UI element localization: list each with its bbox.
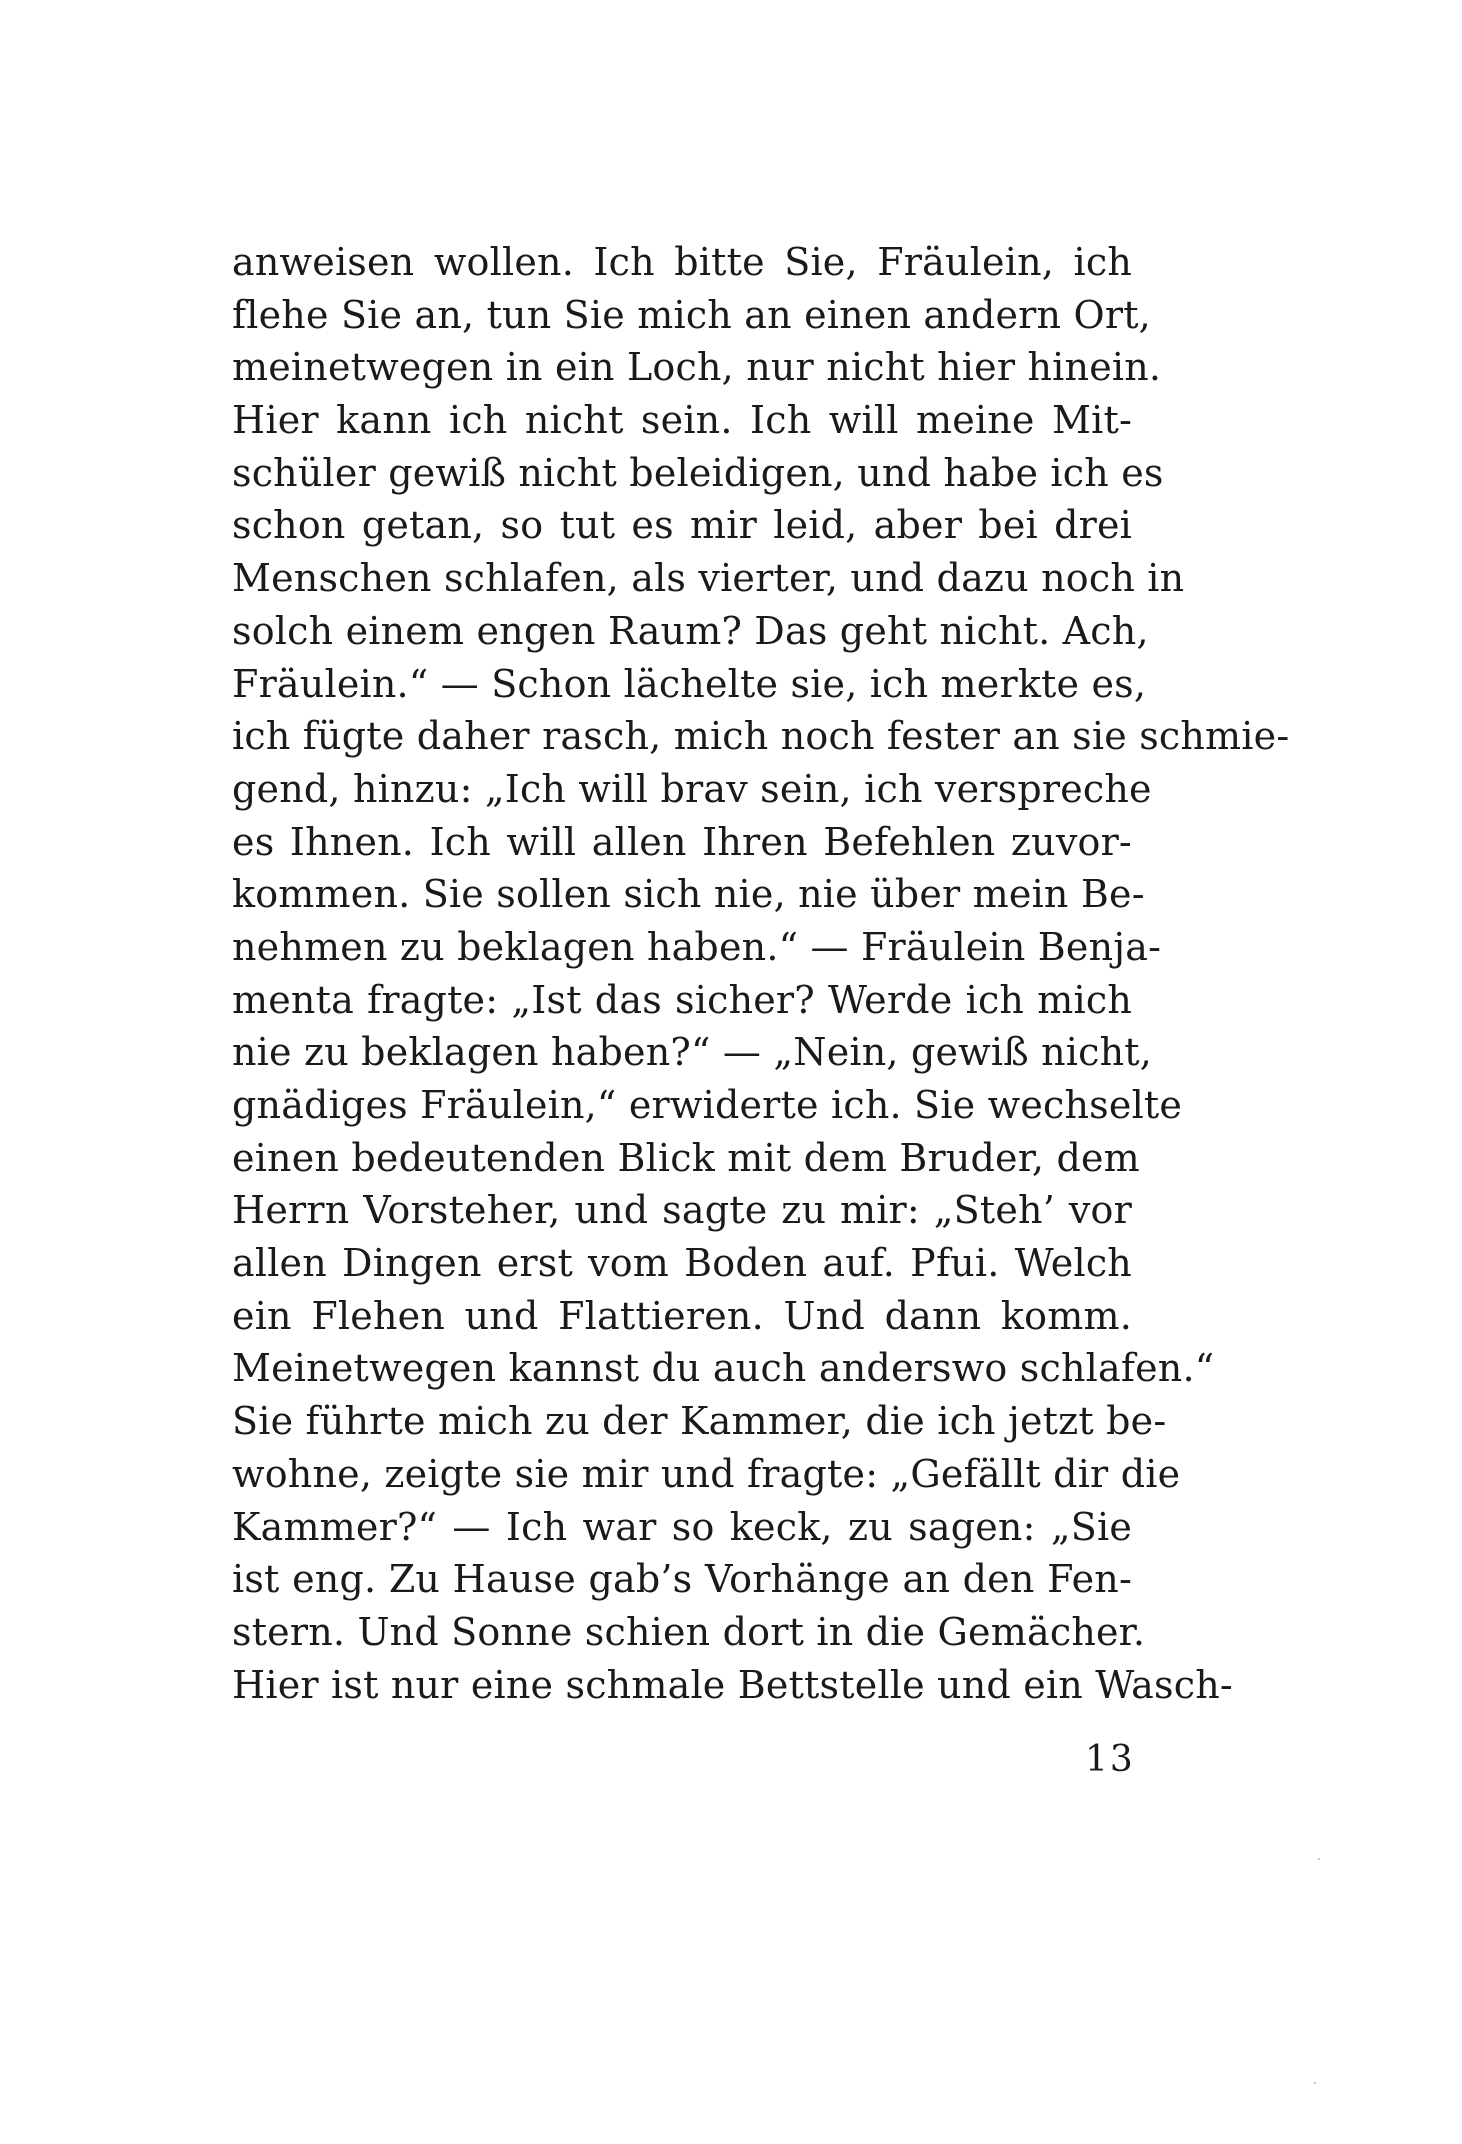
text-line: nehmen zu beklagen haben.“ — Fräulein Benja- bbox=[232, 924, 1162, 969]
text-line: es Ihnen. Ich will allen Ihren Befehlen zuvor- bbox=[232, 819, 1132, 864]
text-line: menta fragte: „Ist das sicher? Werde ich mich bbox=[232, 977, 1132, 1022]
text-line: Herrn Vorsteher, und sagte zu mir: „Steh’ vor bbox=[232, 1188, 1132, 1233]
text-line: gnädiges Fräulein,“ erwiderte ich. Sie wechselte bbox=[232, 1083, 1183, 1127]
text-line: allen Dingen erst vom Boden auf. Pfui. Welch bbox=[232, 1241, 1132, 1286]
text-line: ein Flehen und Flattieren. Und dann komm. bbox=[232, 1293, 1132, 1338]
text-line: Hier ist nur eine schmale Bettstelle und ein Wasch- bbox=[232, 1662, 1233, 1707]
text-line: meinetwegen in ein Loch, nur nicht hier hinein. bbox=[232, 345, 1162, 390]
text-line: Meinetwegen kannst du auch anderswo schlafen.“ bbox=[232, 1346, 1215, 1391]
text-line: Hier kann ich nicht sein. Ich will meine Mit- bbox=[232, 398, 1132, 443]
text-line: Kammer?“ — Ich war so keck, zu sagen: „Sie bbox=[232, 1504, 1133, 1549]
text-line: schüler gewiß nicht beleidigen, und habe ich es bbox=[232, 450, 1164, 495]
text-line: Fräulein.“ — Schon lächelte sie, ich merkte es, bbox=[232, 661, 1147, 706]
text-line: kommen. Sie sollen sich nie, nie über mein Be- bbox=[232, 872, 1145, 917]
text-line: ist eng. Zu Hause gab’s Vorhänge an den Fen- bbox=[232, 1557, 1132, 1602]
text-line: nie zu beklagen haben?“ — „Nein, gewiß nicht, bbox=[232, 1030, 1153, 1075]
text-line: wohne, zeigte sie mir und fragte: „Gefällt dir die bbox=[232, 1451, 1181, 1496]
text-line: ich fügte daher rasch, mich noch fester an sie schmie- bbox=[232, 714, 1290, 759]
text-line: Sie führte mich zu der Kammer, die ich jetzt be- bbox=[232, 1399, 1167, 1444]
text-line: solch einem engen Raum? Das geht nicht. Ach, bbox=[232, 608, 1149, 653]
page-number: 13 bbox=[1085, 1739, 1135, 1780]
body-text bbox=[232, 236, 1290, 1711]
text-line: stern. Und Sonne schien dort in die Gemächer. bbox=[232, 1609, 1146, 1654]
text-line: gend, hinzu: „Ich will brav sein, ich verspreche bbox=[232, 766, 1152, 811]
text-line: flehe Sie an, tun Sie mich an einen andern Ort, bbox=[232, 292, 1151, 337]
text-line: einen bedeutenden Blick mit dem Bruder, dem bbox=[232, 1135, 1140, 1180]
text-line: Menschen schlafen, als vierter, und dazu noch in bbox=[232, 556, 1185, 601]
paper-speck bbox=[1318, 1858, 1320, 1860]
text-line: anweisen wollen. Ich bitte Sie, Fräulein, ich bbox=[232, 240, 1133, 284]
paper-speck bbox=[1314, 2082, 1316, 2084]
text-line: schon getan, so tut es mir leid, aber bei drei bbox=[232, 503, 1133, 548]
